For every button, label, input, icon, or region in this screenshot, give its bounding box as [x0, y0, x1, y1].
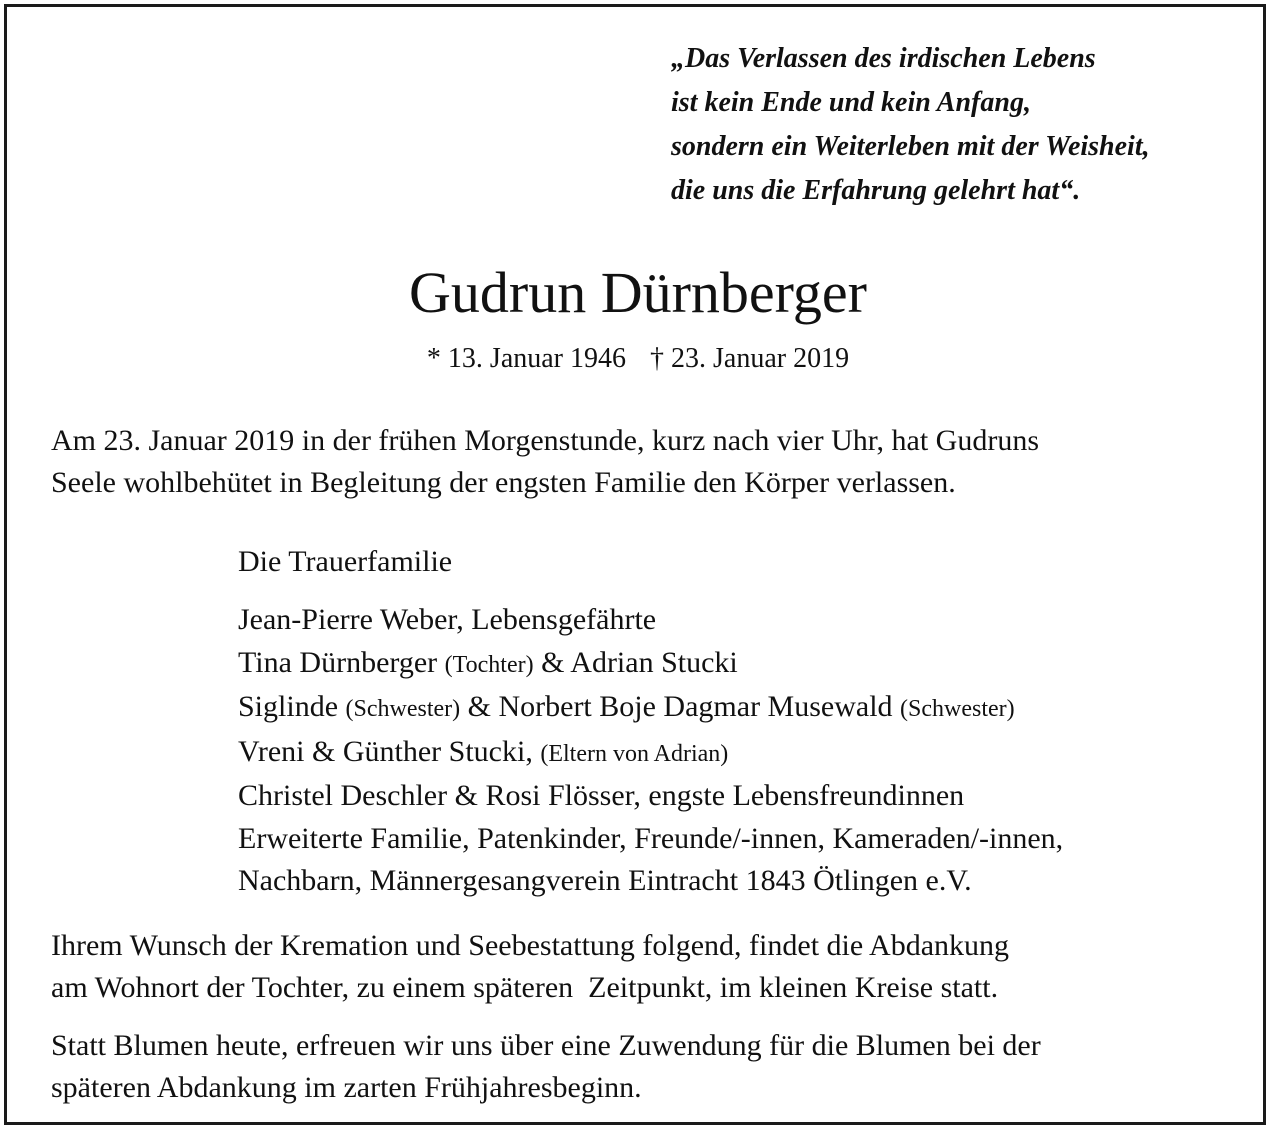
mourner-entry: Siglinde (Schwester) & Norbert Boje Dagmar Musewald (Schwester) — [238, 690, 1015, 723]
paragraph-line: am Wohnort der Tochter, zu einem späteren Zeitpunkt, im kleinen Kreise statt. — [51, 971, 999, 1004]
flowers-paragraph — [51, 1025, 1041, 1109]
mourner-entry: Tina Dürnberger (Tochter) & Adrian Stucki — [238, 645, 738, 679]
relation-note: (Schwester) — [345, 696, 461, 722]
relation-note: (Eltern von Adrian) — [540, 740, 729, 767]
mourner-entry: Nachbarn, Männergesangverein Eintracht 1843 Ötlingen e.V. — [238, 864, 972, 897]
mourner-entry: Jean-Pierre Weber, Lebensgefährte — [238, 603, 657, 636]
deceased-name: Gudrun Dürnberger — [409, 260, 867, 325]
ceremony-paragraph — [51, 925, 1009, 1009]
relation-note: (Tochter) — [444, 651, 534, 678]
obituary-notice — [4, 4, 1266, 1125]
mourner-entry: Erweiterte Familie, Patenkinder, Freunde/-innen, Kameraden/-innen, — [238, 821, 1064, 855]
life-dates — [7, 341, 1269, 377]
mourner-entry: Vreni & Günther Stucki, (Eltern von Adrian) — [238, 734, 729, 768]
quote-line: die uns die Erfahrung gelehrt hat“. — [671, 175, 1081, 206]
paragraph-line: Statt Blumen heute, erfreuen wir uns über eine Zuwendung für die Blumen bei der — [51, 1029, 1041, 1062]
mourner-entry: Christel Deschler & Rosi Flösser, engste Lebensfreundinnen — [238, 779, 965, 812]
paragraph-line: Seele wohlbehütet in Begleitung der engsten Familie den Körper verlassen. — [51, 466, 956, 499]
relation-note: (Schwester) — [900, 696, 1015, 722]
paragraph-line: Am 23. Januar 2019 in der frühen Morgenstunde, kurz nach vier Uhr, hat Gudruns — [51, 424, 1040, 457]
birth-date: * 13. Januar 1946 — [426, 343, 626, 374]
quote-line: „Das Verlassen des irdischen Lebens — [671, 43, 1096, 74]
mourners-list — [238, 599, 1063, 903]
paragraph-line: Ihrem Wunsch der Kremation und Seebestattung folgend, findet die Abdankung — [51, 929, 1010, 962]
death-date: † 23. Januar 2019 — [650, 343, 850, 374]
quote-line: ist kein Ende und kein Anfang, — [671, 87, 1031, 118]
paragraph-line: späteren Abdankung im zarten Frühjahresbeginn. — [51, 1071, 642, 1104]
quote-line: sondern ein Weiterleben mit der Weisheit, — [671, 131, 1150, 162]
mourning-family-title: Die Trauerfamilie — [238, 545, 453, 578]
announcement-paragraph — [51, 420, 1039, 504]
epigraph-quote — [671, 37, 1150, 213]
